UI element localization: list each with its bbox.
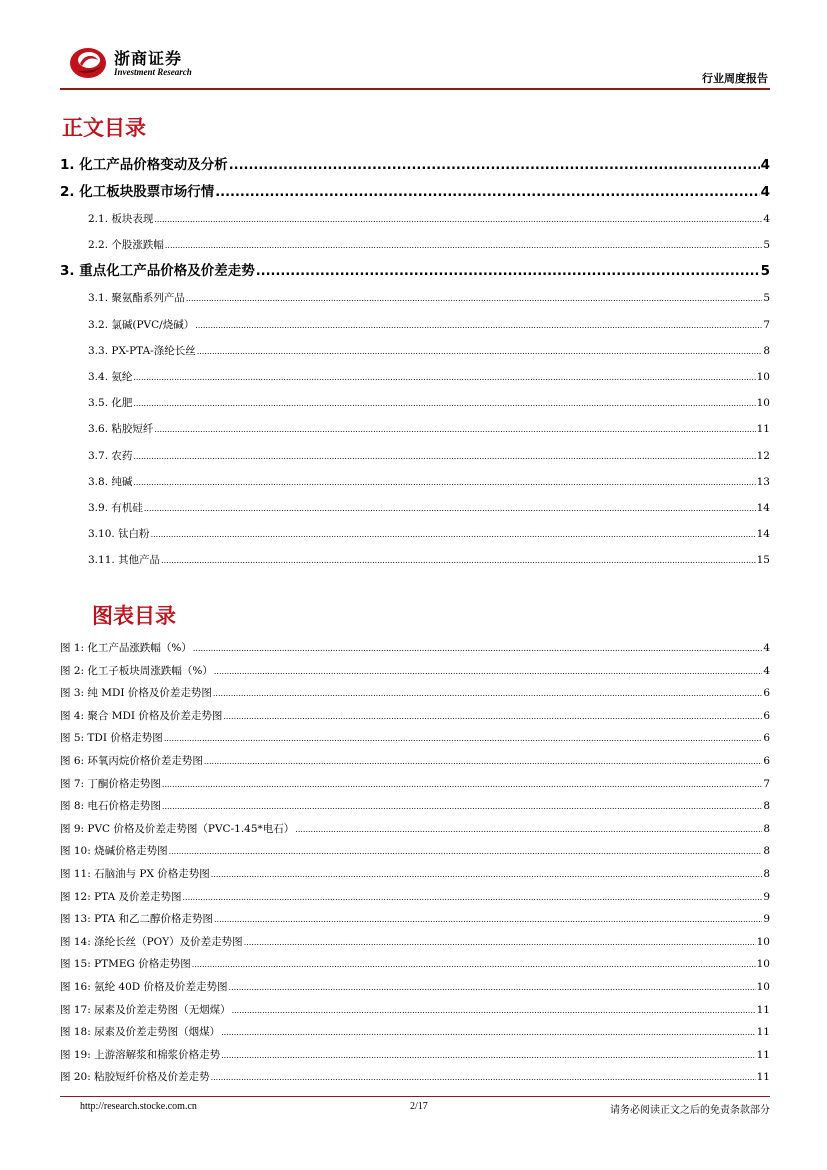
figure-entry-label: 图 5: TDI 价格走势图 xyxy=(60,732,163,745)
toc-entry[interactable] xyxy=(60,469,770,495)
figure-entry-label: 图 16: 氨纶 40D 价格及价差走势图 xyxy=(60,980,228,993)
dot-leader xyxy=(229,977,756,1000)
figure-entry[interactable] xyxy=(60,750,770,773)
toc-entry[interactable] xyxy=(60,547,770,573)
dot-leader xyxy=(192,954,756,977)
figure-entry-label: 图 18: 尿素及价差走势图（烟煤） xyxy=(60,1026,221,1039)
toc-entry-label: 3.10. 钛白粉 xyxy=(88,528,150,541)
toc-entry-label: 3.4. 氨纶 xyxy=(88,370,133,383)
figure-entry-label: 图 15: PTMEG 价格走势图 xyxy=(60,958,191,971)
figure-entry-label: 图 17: 尿素及价差走势图（无烟煤） xyxy=(60,1003,231,1016)
figure-entry-page: 8 xyxy=(763,800,770,813)
figure-entry-label: 图 12: PTA 及价差走势图 xyxy=(60,890,182,903)
figure-index xyxy=(60,637,770,1089)
table-of-contents xyxy=(60,152,770,573)
dot-leader xyxy=(295,819,762,842)
dot-leader xyxy=(197,339,763,365)
figure-index-title: 图表目录 xyxy=(92,604,176,628)
figure-entry-page: 10 xyxy=(756,958,770,971)
dot-leader xyxy=(195,313,762,339)
figure-entry-label: 图 3: 纯 MDI 价格及价差走势图 xyxy=(60,687,212,700)
dot-leader xyxy=(215,179,759,206)
toc-entry-page: 10 xyxy=(756,397,770,410)
toc-entry-page: 14 xyxy=(756,501,770,514)
dot-leader xyxy=(133,470,755,496)
dot-leader xyxy=(161,548,756,574)
figure-entry[interactable] xyxy=(60,773,770,796)
dot-leader xyxy=(204,751,762,774)
toc-entry-label: 3.6. 粘胶短纤 xyxy=(88,423,154,436)
figure-entry-page: 11 xyxy=(756,1026,770,1039)
toc-entry-page: 4 xyxy=(760,184,770,200)
figure-entry[interactable] xyxy=(60,863,770,886)
footer-rule xyxy=(60,1096,770,1097)
figure-entry[interactable] xyxy=(60,1044,770,1067)
figure-entry[interactable] xyxy=(60,705,770,728)
figure-entry-label: 图 4: 聚合 MDI 价格及价差走势图 xyxy=(60,709,223,722)
figure-entry-label: 图 19: 上游溶解浆和棉浆价格走势 xyxy=(60,1048,221,1061)
toc-entry-label: 3.8. 纯碱 xyxy=(88,475,133,488)
toc-entry[interactable] xyxy=(60,364,770,390)
figure-entry-page: 6 xyxy=(763,732,770,745)
toc-entry[interactable] xyxy=(60,443,770,469)
toc-entry[interactable] xyxy=(60,521,770,547)
figure-entry-label: 图 1: 化工产品涨跌幅（%） xyxy=(60,642,192,654)
toc-entry[interactable] xyxy=(60,206,770,232)
toc-entry-page: 4 xyxy=(763,213,770,225)
figure-entry-page: 6 xyxy=(763,709,770,722)
dot-leader xyxy=(144,496,756,522)
figure-entry-label: 图 20: 粘胶短纤价格及价差走势 xyxy=(60,1071,210,1084)
dot-leader xyxy=(223,706,762,729)
figure-entry[interactable] xyxy=(60,637,770,660)
toc-entry-label: 3. 重点化工产品价格及价差走势 xyxy=(60,263,255,280)
toc-entry-label: 3.3. PX-PTA-涤纶长丝 xyxy=(88,344,196,357)
toc-title: 正文目录 xyxy=(62,116,146,140)
figure-entry[interactable] xyxy=(60,886,770,909)
figure-entry-page: 4 xyxy=(763,664,770,677)
figure-entry-page: 11 xyxy=(756,1048,770,1061)
figure-entry-page: 9 xyxy=(763,890,770,903)
figure-entry-label: 图 13: PTA 和乙二醇价格走势图 xyxy=(60,913,213,926)
figure-entry-label: 图 10: 烧碱价格走势图 xyxy=(60,845,168,858)
disclaimer-note: 请务必阅读正文之后的免责条款部分 xyxy=(610,1105,770,1116)
footer-url[interactable]: http://research.stocke.com.cn xyxy=(80,1101,197,1112)
dot-leader xyxy=(133,391,755,417)
dot-leader xyxy=(229,152,760,179)
figure-entry-page: 4 xyxy=(763,642,770,654)
company-logo-icon xyxy=(68,44,108,80)
figure-entry-label: 图 14: 涤纶长丝（POY）及价差走势图 xyxy=(60,935,243,948)
figure-entry-page: 8 xyxy=(763,867,770,880)
figure-entry-label: 图 11: 石脑油与 PX 价格走势图 xyxy=(60,867,210,880)
toc-entry-page: 5 xyxy=(763,292,770,305)
report-type: 行业周度报告 xyxy=(702,72,768,85)
toc-entry-page: 14 xyxy=(756,528,770,541)
figure-entry-label: 图 7: 丁酮价格走势图 xyxy=(60,777,161,790)
toc-entry-label: 2.1. 板块表现 xyxy=(88,213,154,225)
dot-leader xyxy=(214,661,762,684)
toc-entry-label: 3.11. 其他产品 xyxy=(88,554,161,567)
toc-entry-label: 3.2. 氯碱(PVC/烧碱） xyxy=(88,318,195,331)
figure-entry-page: 9 xyxy=(763,913,770,926)
dot-leader xyxy=(162,796,762,819)
toc-entry[interactable] xyxy=(60,232,770,258)
dot-leader xyxy=(221,1045,756,1068)
dot-leader xyxy=(186,286,762,312)
toc-entry-label: 3.1. 聚氨酯系列产品 xyxy=(88,292,185,305)
toc-entry-page: 5 xyxy=(763,239,770,252)
dot-leader xyxy=(164,728,763,751)
toc-entry-page: 10 xyxy=(756,370,770,383)
dot-leader xyxy=(211,1067,756,1090)
toc-entry-label: 2. 化工板块股票市场行情 xyxy=(60,184,215,200)
figure-entry[interactable] xyxy=(60,931,770,954)
figure-entry-page: 11 xyxy=(756,1003,770,1016)
dot-leader xyxy=(244,932,756,955)
toc-entry-page: 7 xyxy=(763,318,770,331)
company-tagline: Investment Research xyxy=(114,67,192,77)
figure-entry[interactable] xyxy=(60,840,770,863)
toc-entry[interactable] xyxy=(60,179,770,206)
header-rule xyxy=(60,88,770,90)
dot-leader xyxy=(151,522,756,548)
toc-entry-label: 1. 化工产品价格变动及分析 xyxy=(60,157,228,173)
toc-entry[interactable] xyxy=(60,338,770,364)
figure-entry[interactable] xyxy=(60,1066,770,1089)
figure-entry-page: 8 xyxy=(763,822,770,835)
toc-entry-label: 3.9. 有机硅 xyxy=(88,501,143,514)
toc-entry-label: 2.2. 个股涨跌幅 xyxy=(88,239,164,252)
page-header xyxy=(60,38,770,92)
figure-entry[interactable] xyxy=(60,818,770,841)
dot-leader xyxy=(256,258,760,285)
dot-leader xyxy=(232,1000,756,1023)
figure-entry-label: 图 8: 电石价格走势图 xyxy=(60,800,161,813)
figure-entry-page: 8 xyxy=(763,845,770,858)
dot-leader xyxy=(165,233,762,259)
toc-entry[interactable] xyxy=(60,416,770,442)
figure-entry-page: 10 xyxy=(756,935,770,948)
dot-leader xyxy=(213,683,762,706)
toc-entry[interactable] xyxy=(60,258,770,285)
dot-leader xyxy=(211,864,763,887)
toc-entry-page: 8 xyxy=(763,344,770,357)
figure-entry-page: 6 xyxy=(763,754,770,767)
toc-entry-page: 4 xyxy=(760,157,770,173)
figure-entry-label: 图 6: 环氧丙烷价格价差走势图 xyxy=(60,754,203,767)
figure-entry[interactable] xyxy=(60,795,770,818)
figure-entry[interactable] xyxy=(60,976,770,999)
figure-entry[interactable] xyxy=(60,908,770,931)
dot-leader xyxy=(133,365,755,391)
figure-entry[interactable] xyxy=(60,953,770,976)
dot-leader xyxy=(133,444,755,470)
dot-leader xyxy=(154,207,762,233)
dot-leader xyxy=(162,774,762,797)
dot-leader xyxy=(214,909,762,932)
figure-entry-page: 10 xyxy=(756,980,770,993)
toc-entry-label: 3.7. 农药 xyxy=(88,449,133,462)
page-number: 2/17 xyxy=(410,1101,428,1112)
dot-leader xyxy=(193,638,762,661)
dot-leader xyxy=(183,887,763,910)
dot-leader xyxy=(154,417,755,443)
figure-entry-label: 图 9: PVC 价格及价差走势图（PVC-1.45*电石） xyxy=(60,822,295,835)
dot-leader xyxy=(169,841,763,864)
toc-entry-page: 12 xyxy=(756,449,770,462)
toc-entry[interactable] xyxy=(60,152,770,179)
figure-entry[interactable] xyxy=(60,999,770,1022)
toc-entry[interactable] xyxy=(60,390,770,416)
toc-entry[interactable] xyxy=(60,495,770,521)
figure-entry[interactable] xyxy=(60,660,770,683)
figure-entry[interactable] xyxy=(60,727,770,750)
toc-entry-page: 11 xyxy=(756,423,770,436)
toc-entry-page: 13 xyxy=(756,475,770,488)
toc-entry-page: 5 xyxy=(760,263,770,280)
toc-entry-page: 15 xyxy=(756,554,770,567)
dot-leader xyxy=(221,1022,756,1045)
toc-entry[interactable] xyxy=(60,312,770,338)
figure-entry[interactable] xyxy=(60,1021,770,1044)
figure-entry-page: 6 xyxy=(763,687,770,700)
toc-entry-label: 3.5. 化肥 xyxy=(88,397,133,410)
figure-entry[interactable] xyxy=(60,682,770,705)
figure-entry-page: 7 xyxy=(763,777,770,790)
figure-entry-page: 11 xyxy=(756,1071,770,1084)
toc-entry[interactable] xyxy=(60,285,770,311)
company-name: 浙商证券 xyxy=(114,49,183,68)
figure-entry-label: 图 2: 化工子板块周涨跌幅（%） xyxy=(60,664,213,677)
